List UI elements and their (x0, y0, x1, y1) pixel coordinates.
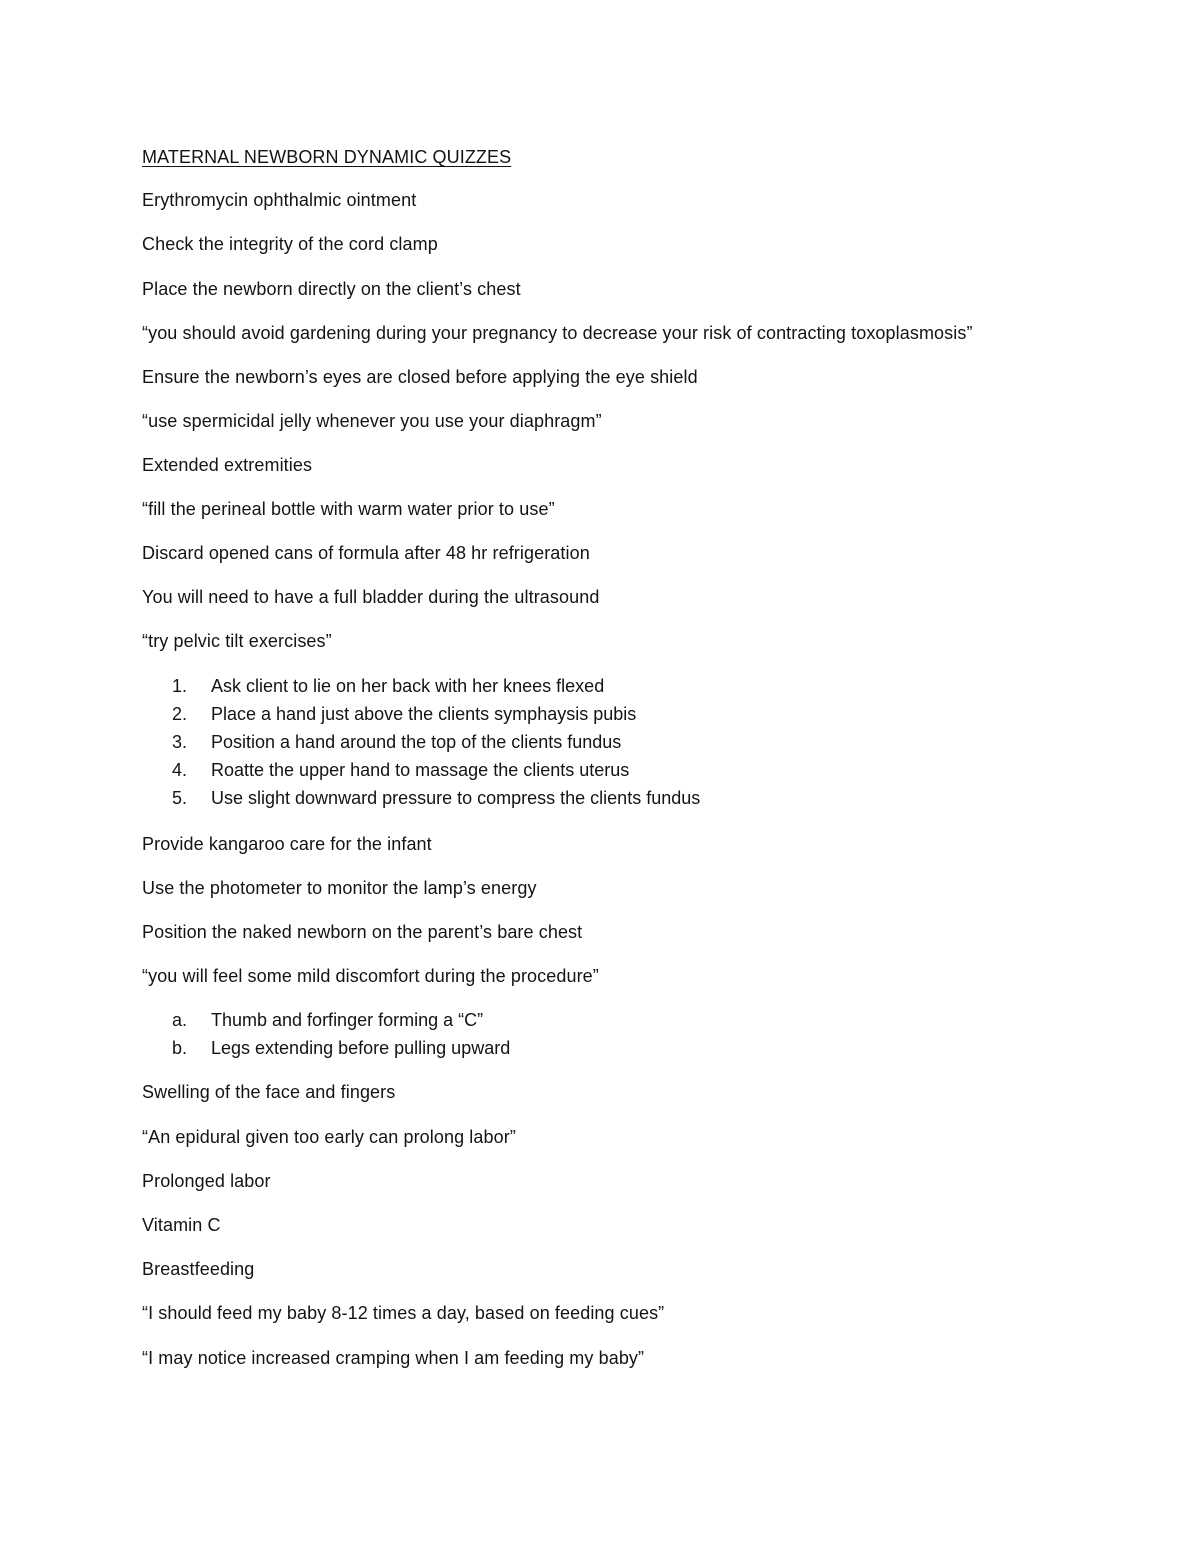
list-marker: a. (172, 1010, 188, 1030)
text-line: “you will feel some mild discomfort during the procedure” (142, 966, 599, 986)
text-line: Ensure the newborn’s eyes are closed before applying the eye shield (142, 367, 698, 387)
text-line: “I should feed my baby 8-12 times a day, based on feeding cues” (142, 1303, 665, 1323)
text-line: Discard opened cans of formula after 48 hr refrigeration (142, 543, 590, 563)
text-line: Swelling of the face and fingers (142, 1082, 396, 1102)
text-line: Check the integrity of the cord clamp (142, 234, 438, 254)
list-marker: 2. (172, 704, 188, 724)
list-item-text: Position a hand around the top of the clients fundus (211, 732, 622, 752)
text-line: “you should avoid gardening during your pregnancy to decrease your risk of contracting toxoplasmosis” (142, 323, 973, 343)
text-line: Erythromycin ophthalmic ointment (142, 190, 417, 210)
text-line: Extended extremities (142, 455, 313, 475)
text-line: “I may notice increased cramping when I am feeding my baby” (142, 1348, 645, 1368)
list-item-text: Legs extending before pulling upward (211, 1038, 511, 1058)
text-line: Provide kangaroo care for the infant (142, 834, 432, 854)
text-line: Position the naked newborn on the parent’s bare chest (142, 922, 583, 942)
list-marker: 4. (172, 760, 188, 780)
text-line: Prolonged labor (142, 1171, 271, 1191)
text-line: “use spermicidal jelly whenever you use your diaphragm” (142, 411, 602, 431)
list-marker: 3. (172, 732, 188, 752)
text-line: “An epidural given too early can prolong labor” (142, 1127, 516, 1147)
list-marker: b. (172, 1038, 188, 1058)
list-item-text: Place a hand just above the clients symphaysis pubis (211, 704, 637, 724)
document-title: MATERNAL NEWBORN DYNAMIC QUIZZES (142, 147, 512, 167)
list-item-text: Use slight downward pressure to compress the clients fundus (211, 788, 701, 808)
list-item-text: Thumb and forfinger forming a “C” (211, 1010, 484, 1030)
text-line: Breastfeeding (142, 1259, 255, 1279)
list-marker: 5. (172, 788, 188, 808)
list-item-text: Ask client to lie on her back with her knees flexed (211, 676, 605, 696)
text-line: Use the photometer to monitor the lamp’s energy (142, 878, 537, 898)
text-line: Vitamin C (142, 1215, 221, 1235)
text-line: “try pelvic tilt exercises” (142, 631, 332, 651)
text-line: “fill the perineal bottle with warm water prior to use” (142, 499, 555, 519)
list-marker: 1. (172, 676, 188, 696)
text-line: You will need to have a full bladder during the ultrasound (142, 587, 600, 607)
text-line: Place the newborn directly on the client’s chest (142, 279, 521, 299)
list-item-text: Roatte the upper hand to massage the clients uterus (211, 760, 630, 780)
